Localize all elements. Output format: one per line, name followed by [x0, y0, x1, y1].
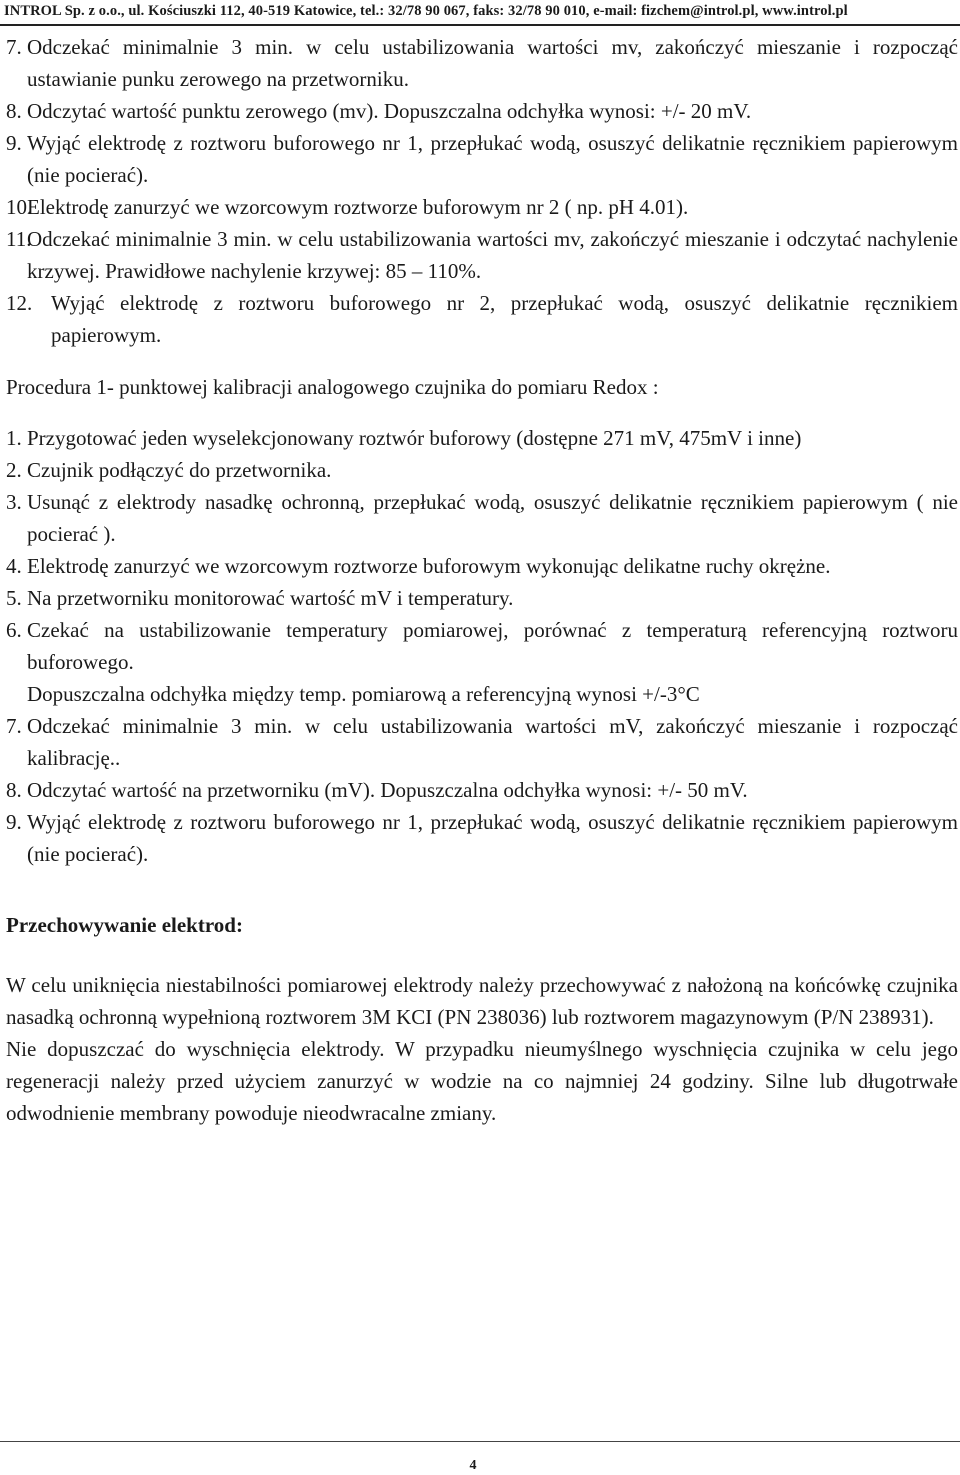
- step-number: 9.: [6, 810, 22, 834]
- step-number: 8.: [6, 778, 22, 802]
- redox-step-6: [6, 614, 958, 678]
- step-number: 10.: [6, 195, 33, 219]
- redox-step-2: [6, 454, 958, 486]
- step-text: Wyjąć elektrodę z roztworu buforowego nr 2, przepłukać wodą, osuszyć delikatnie ręcznikiem papierowym.: [51, 291, 958, 347]
- step-text: Odczytać wartość punktu zerowego (mv). Dopuszczalna odchyłka wynosi: +/- 20 mV.: [27, 99, 752, 123]
- step-text: Czekać na ustabilizowanie temperatury pomiarowej, porównać z temperaturą referencyjną roztworu buforowego.: [27, 618, 958, 674]
- ph-step-10: [6, 191, 958, 223]
- document-body: [6, 31, 958, 1129]
- step-text: Usunąć z elektrody nasadkę ochronną, przepłukać wodą, osuszyć delikatnie ręcznikiem papierowym ( nie pocierać ).: [27, 490, 958, 546]
- footer-divider: [0, 1441, 960, 1442]
- step-number: 9.: [6, 131, 22, 155]
- step-number: 7.: [6, 714, 22, 738]
- step-number: 6.: [6, 618, 22, 642]
- step-text: Elektrodę zanurzyć we wzorcowym roztworze buforowym wykonując delikatne ruchy okrężne.: [27, 554, 831, 578]
- step-text: Czujnik podłączyć do przetwornika.: [27, 458, 332, 482]
- step-text: Wyjąć elektrodę z roztworu buforowego nr 1, przepłukać wodą, osuszyć delikatnie ręcznikiem papierowym (nie pocierać).: [27, 131, 958, 187]
- ph-step-12: [6, 287, 958, 351]
- step-number: 1.: [6, 426, 22, 450]
- ph-step-11: [6, 223, 958, 287]
- step-text: Odczekać minimalnie 3 min. w celu ustabilizowania wartości mv, zakończyć mieszanie i rozpocząć ustawianie punku zerowego na przetworniku.: [27, 35, 958, 91]
- step-text: Odczytać wartość na przetworniku (mV). Dopuszczalna odchyłka wynosi: +/- 50 mV.: [27, 778, 748, 802]
- redox-step-5: [6, 582, 958, 614]
- ph-step-9: [6, 127, 958, 191]
- redox-step-6-note: Dopuszczalna odchyłka między temp. pomiarową a referencyjną wynosi +/-3°C: [27, 682, 700, 706]
- step-number: 3.: [6, 490, 22, 514]
- redox-step-1: [6, 422, 958, 454]
- page-header: INTROL Sp. z o.o., ul. Kościuszki 112, 40-519 Katowice, tel.: 32/78 90 067, faks: 32/78 90 010, e-mail: fizchem@introl.pl, www.introl.pl: [4, 3, 848, 19]
- storage-paragraph: Nie dopuszczać do wyschnięcia elektrody. W przypadku nieumyślnego wyschnięcia czujnika w celu jego regeneracji należy przed użyciem zanurzyć w wodzie na co najmniej 24 godziny. Silne lub długotrwałe odwodnienie membrany powoduje nieodwracalne zmiany.: [6, 1037, 958, 1125]
- step-number: 4.: [6, 554, 22, 578]
- storage-paragraph: W celu uniknięcia niestabilności pomiarowej elektrody należy przechowywać z nałożoną na końcówkę czujnika nasadką ochronną wypełnioną roztworem 3M KCI (PN 238036) lub roztworem magazynowym (P/N 238931).: [6, 973, 958, 1029]
- step-text: Odczekać minimalnie 3 min. w celu ustabilizowania wartości mv, zakończyć mieszanie i odczytać nachylenie krzywej. Prawidłowe nachylenie krzywej: 85 – 110%.: [27, 227, 958, 283]
- step-text: Elektrodę zanurzyć we wzorcowym roztworze buforowym nr 2 ( np. pH 4.01).: [27, 195, 689, 219]
- header-divider: [0, 24, 960, 26]
- redox-step-4: [6, 550, 958, 582]
- step-number: 7.: [6, 35, 22, 59]
- ph-step-7: [6, 31, 958, 95]
- step-number: 2.: [6, 458, 22, 482]
- step-number: 5.: [6, 586, 22, 610]
- step-text: Odczekać minimalnie 3 min. w celu ustabilizowania wartości mV, zakończyć mieszanie i rozpocząć kalibrację..: [27, 714, 958, 770]
- redox-step-8: [6, 774, 958, 806]
- step-text: Wyjąć elektrodę z roztworu buforowego nr 1, przepłukać wodą, osuszyć delikatnie ręcznikiem papierowym (nie pocierać).: [27, 810, 958, 866]
- redox-step-7: [6, 710, 958, 774]
- ph-step-8: [6, 95, 958, 127]
- step-text: Przygotować jeden wyselekcjonowany roztwór buforowy (dostępne 271 mV, 475mV i inne): [27, 426, 802, 450]
- redox-step-9: [6, 806, 958, 870]
- step-number: 8.: [6, 99, 22, 123]
- page-number: 4: [469, 1458, 477, 1473]
- storage-heading: Przechowywanie elektrod:: [6, 913, 243, 937]
- redox-procedure-title: Procedura 1- punktowej kalibracji analogowego czujnika do pomiaru Redox :: [6, 375, 659, 399]
- step-text: Na przetworniku monitorować wartość mV i temperatury.: [27, 586, 514, 610]
- step-number: 11.: [6, 227, 32, 251]
- step-number: 12.: [6, 291, 33, 315]
- redox-step-3: [6, 486, 958, 550]
